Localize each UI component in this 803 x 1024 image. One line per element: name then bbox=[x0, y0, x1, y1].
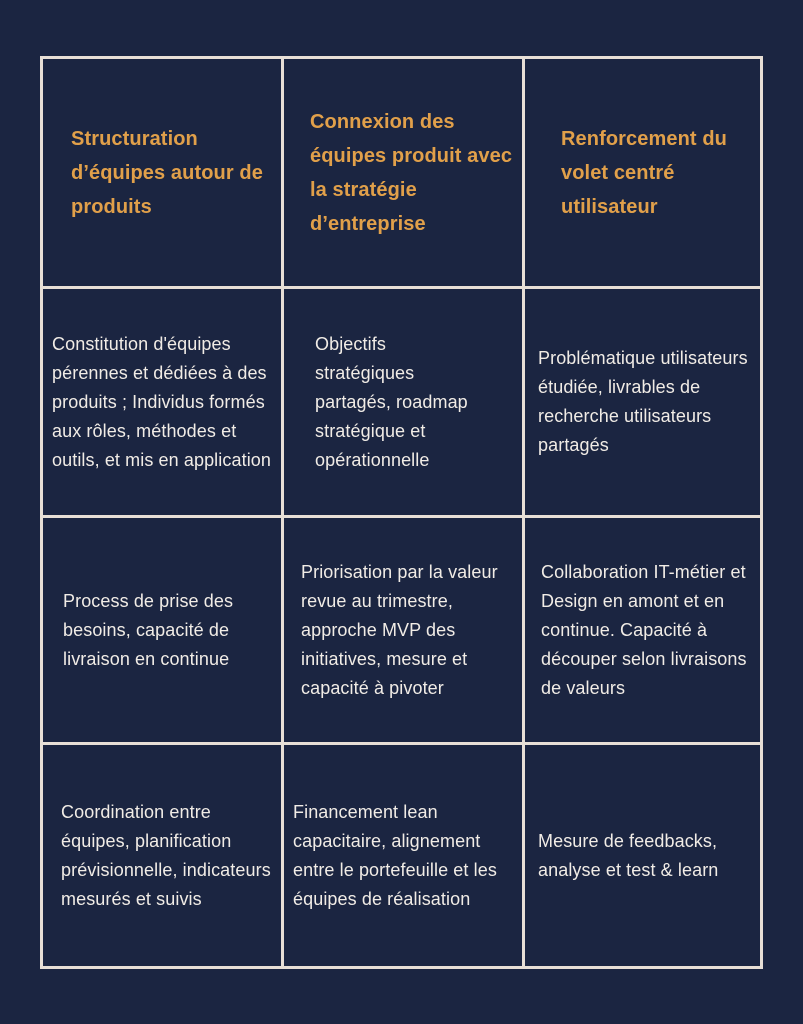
table-cell bbox=[43, 518, 281, 742]
cell-text: Constitution d'équipes pérennes et dédiées à des produits ; Individus formés aux rôles, méthodes et outils, et mis en application bbox=[52, 333, 272, 470]
table-cell bbox=[284, 745, 522, 966]
table-cell bbox=[43, 289, 281, 515]
table-cell bbox=[525, 745, 763, 966]
cell-text: Objectifs stratégiques partagés, roadmap stratégique et opérationnelle bbox=[315, 333, 468, 470]
table-cell bbox=[284, 518, 522, 742]
table-cell bbox=[284, 289, 522, 515]
cell-text: Priorisation par la valeur revue au trimestre, approche MVP des initiatives, mesure et capacité à pivoter bbox=[301, 561, 498, 698]
header-product-teams: Structuration d’équipes autour de produits bbox=[71, 127, 263, 218]
header-cell bbox=[284, 59, 522, 286]
header-strategy-connection: Connexion des équipes produit avec la stratégie d’entreprise bbox=[310, 110, 513, 235]
header-cell bbox=[525, 59, 763, 286]
cell-text: Financement lean capacitaire, alignement entre le portefeuille et les équipes de réalisation bbox=[293, 801, 497, 909]
table-cell bbox=[525, 518, 763, 742]
header-cell bbox=[43, 59, 281, 286]
table-cell bbox=[525, 289, 763, 515]
cell-text: Problématique utilisateurs étudiée, livrables de recherche utilisateurs partagés bbox=[538, 348, 748, 455]
cell-text: Coordination entre équipes, planification prévisionnelle, indicateurs mesurés et suivis bbox=[61, 801, 271, 909]
maturity-table bbox=[40, 56, 763, 969]
cell-text: Mesure de feedbacks, analyse et test & learn bbox=[538, 830, 719, 880]
cell-text: Collaboration IT-métier et Design en amont et en continue. Capacité à découper selon livraisons de valeurs bbox=[541, 561, 747, 698]
cell-text: Process de prise des besoins, capacité de livraison en continue bbox=[63, 590, 234, 669]
header-user-centric: Renforcement du volet centré utilisateur bbox=[561, 127, 727, 218]
table-cell bbox=[43, 745, 281, 966]
